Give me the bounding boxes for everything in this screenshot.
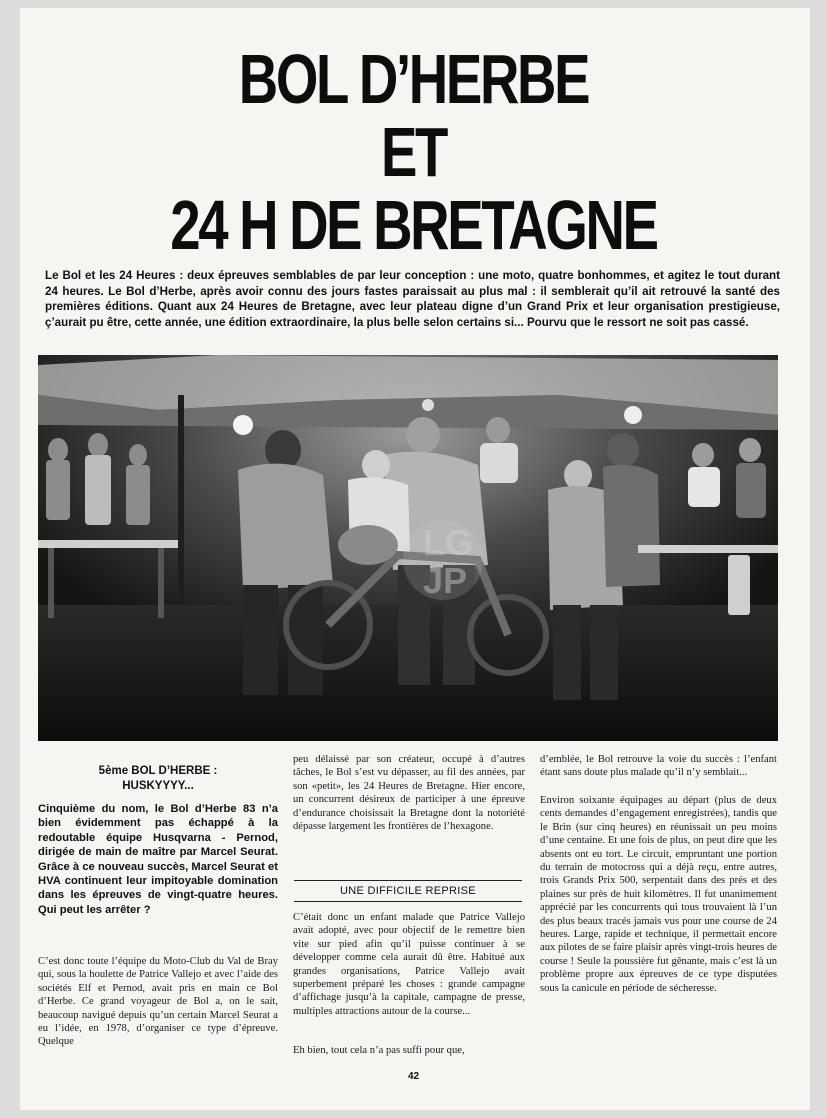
subhead-line-1: 5ème BOL D’HERBE :: [98, 765, 218, 777]
watermark-lg: LG: [423, 522, 473, 563]
pit-stop-photo: [38, 355, 778, 741]
subhead-line-2: HUSKYYYY...: [122, 780, 194, 792]
lead-paragraph: Cinquième du nom, le Bol d’Herbe 83 n’a bien évidemment pas échappé à la redoutable équipe Husqvarna - Pernod, dirigée de main de maître par Marcel Seurat. Grâce à ce nouveau succès, Marcel Seurat et HVA continuent leur impitoyable domination dans les épreuves de vingt-quatre heures. Qui peut les arrêter ?: [38, 803, 278, 916]
column-3-paragraph-1: d’emblée, le Bol retrouve la voie du succès : l’enfant étant sans doute plus malade qu’il n’y semblait...: [540, 754, 777, 779]
watermark-jp: JP: [423, 560, 468, 601]
column-2-paragraph-2: Eh bien, tout cela n’a pas suffi pour que,: [293, 1045, 465, 1056]
photo-illustration: [38, 355, 778, 741]
column-3-paragraph-2: Environ soixante équipages au départ (plus de deux cents demandes d’engagement enregistrées), tandis que le Brin (sur cinq heures) en réunissait un peu moins d’une centaine. Et une fois de plus, on peut dire que les absents ont eu tort. Le circuit, empruntant une portion du terrain de motocross qui a déjà reçu, entre autres, trois Grands Prix 500, serpentait dans des prés et des plaines sur près de huit kilomètres. Il fut unanimement apprécié par les concurrents qui tous trouvaient là l’un des plus beaux tracés jamais vus pour une course de 24 heures. Large, rapide et technique, il permettait encore aux pilotes de se faire plaisir après vingt-trois heures de course ! Seule la poussière fut gênante, mais c’est là un problème propre aux épreuves de ce type disputées sous la canicule en période de sécheresse.: [540, 795, 777, 994]
column-2-paragraph-1: C’était donc un enfant malade que Patrice Vallejo avait adopté, avec pour objectif de le remettre bien vite sur pied afin qu’il puisse continuer à se développer comme cela aurait dû être. Habitué aux grandes organisations, Patrice Vallejo avait superbement préparé les choses : grande campagne d’affichage jusqu’à la capitale, campagne de presse, multiples attractions autour de la course...: [293, 912, 525, 1017]
section-title: UNE DIFFICILE REPRISE: [294, 880, 522, 902]
headline-line-2: ET: [380, 113, 447, 191]
headline-line-1: BOL D’HERBE: [238, 40, 589, 118]
page-number: 42: [407, 1071, 420, 1082]
column-1-body: C’est donc toute l’équipe du Moto-Club du Val de Bray qui, sous la houlette de Patrice Vallejo et avec l’aide des sociétés Elf et Pernod, avait pris en main ce Bol d’Herbe. Ce grand voyageur de Bol a, on le sait, beaucoup navigué depuis qu’un certain Marcel Seurat a eu l’idée, en 1978, d’organiser ce type d’épreuve. Quelque: [38, 956, 278, 1048]
column-2-body-top: peu délaissé par son créateur, occupé à d’autres tâches, le Bol s’est vu dépasser, au fil des années, par son «petit», les 24 Heures de Bretagne. Hier encore, un concurrent désireux de participer à une épreuve d’endurance choisissait la Bretagne dont la notoriété dépasse largement les frontières de l’hexagone.: [293, 754, 525, 833]
intro-paragraph: Le Bol et les 24 Heures : deux épreuves semblables de par leur conception : une moto, quatre bonhommes, et agitez le tout durant 24 heures. Le Bol d’Herbe, après avoir connu des jours fastes paraissait au plus mal : il semblerait qu’il ait retrouvé la santé des premières éditions. Quant aux 24 Heures de Bretagne, avec leur plateau digne d’un Grand Prix et leur organisation prestigieuse, ç’aurait pu être, cette année, une édition extraordinaire, la plus belle selon certains si... Pourvu que le ressort ne soit pas cassé.: [45, 269, 780, 329]
headline-line-3: 24 H DE BRETAGNE: [170, 186, 657, 264]
article-subhead: [38, 764, 278, 794]
